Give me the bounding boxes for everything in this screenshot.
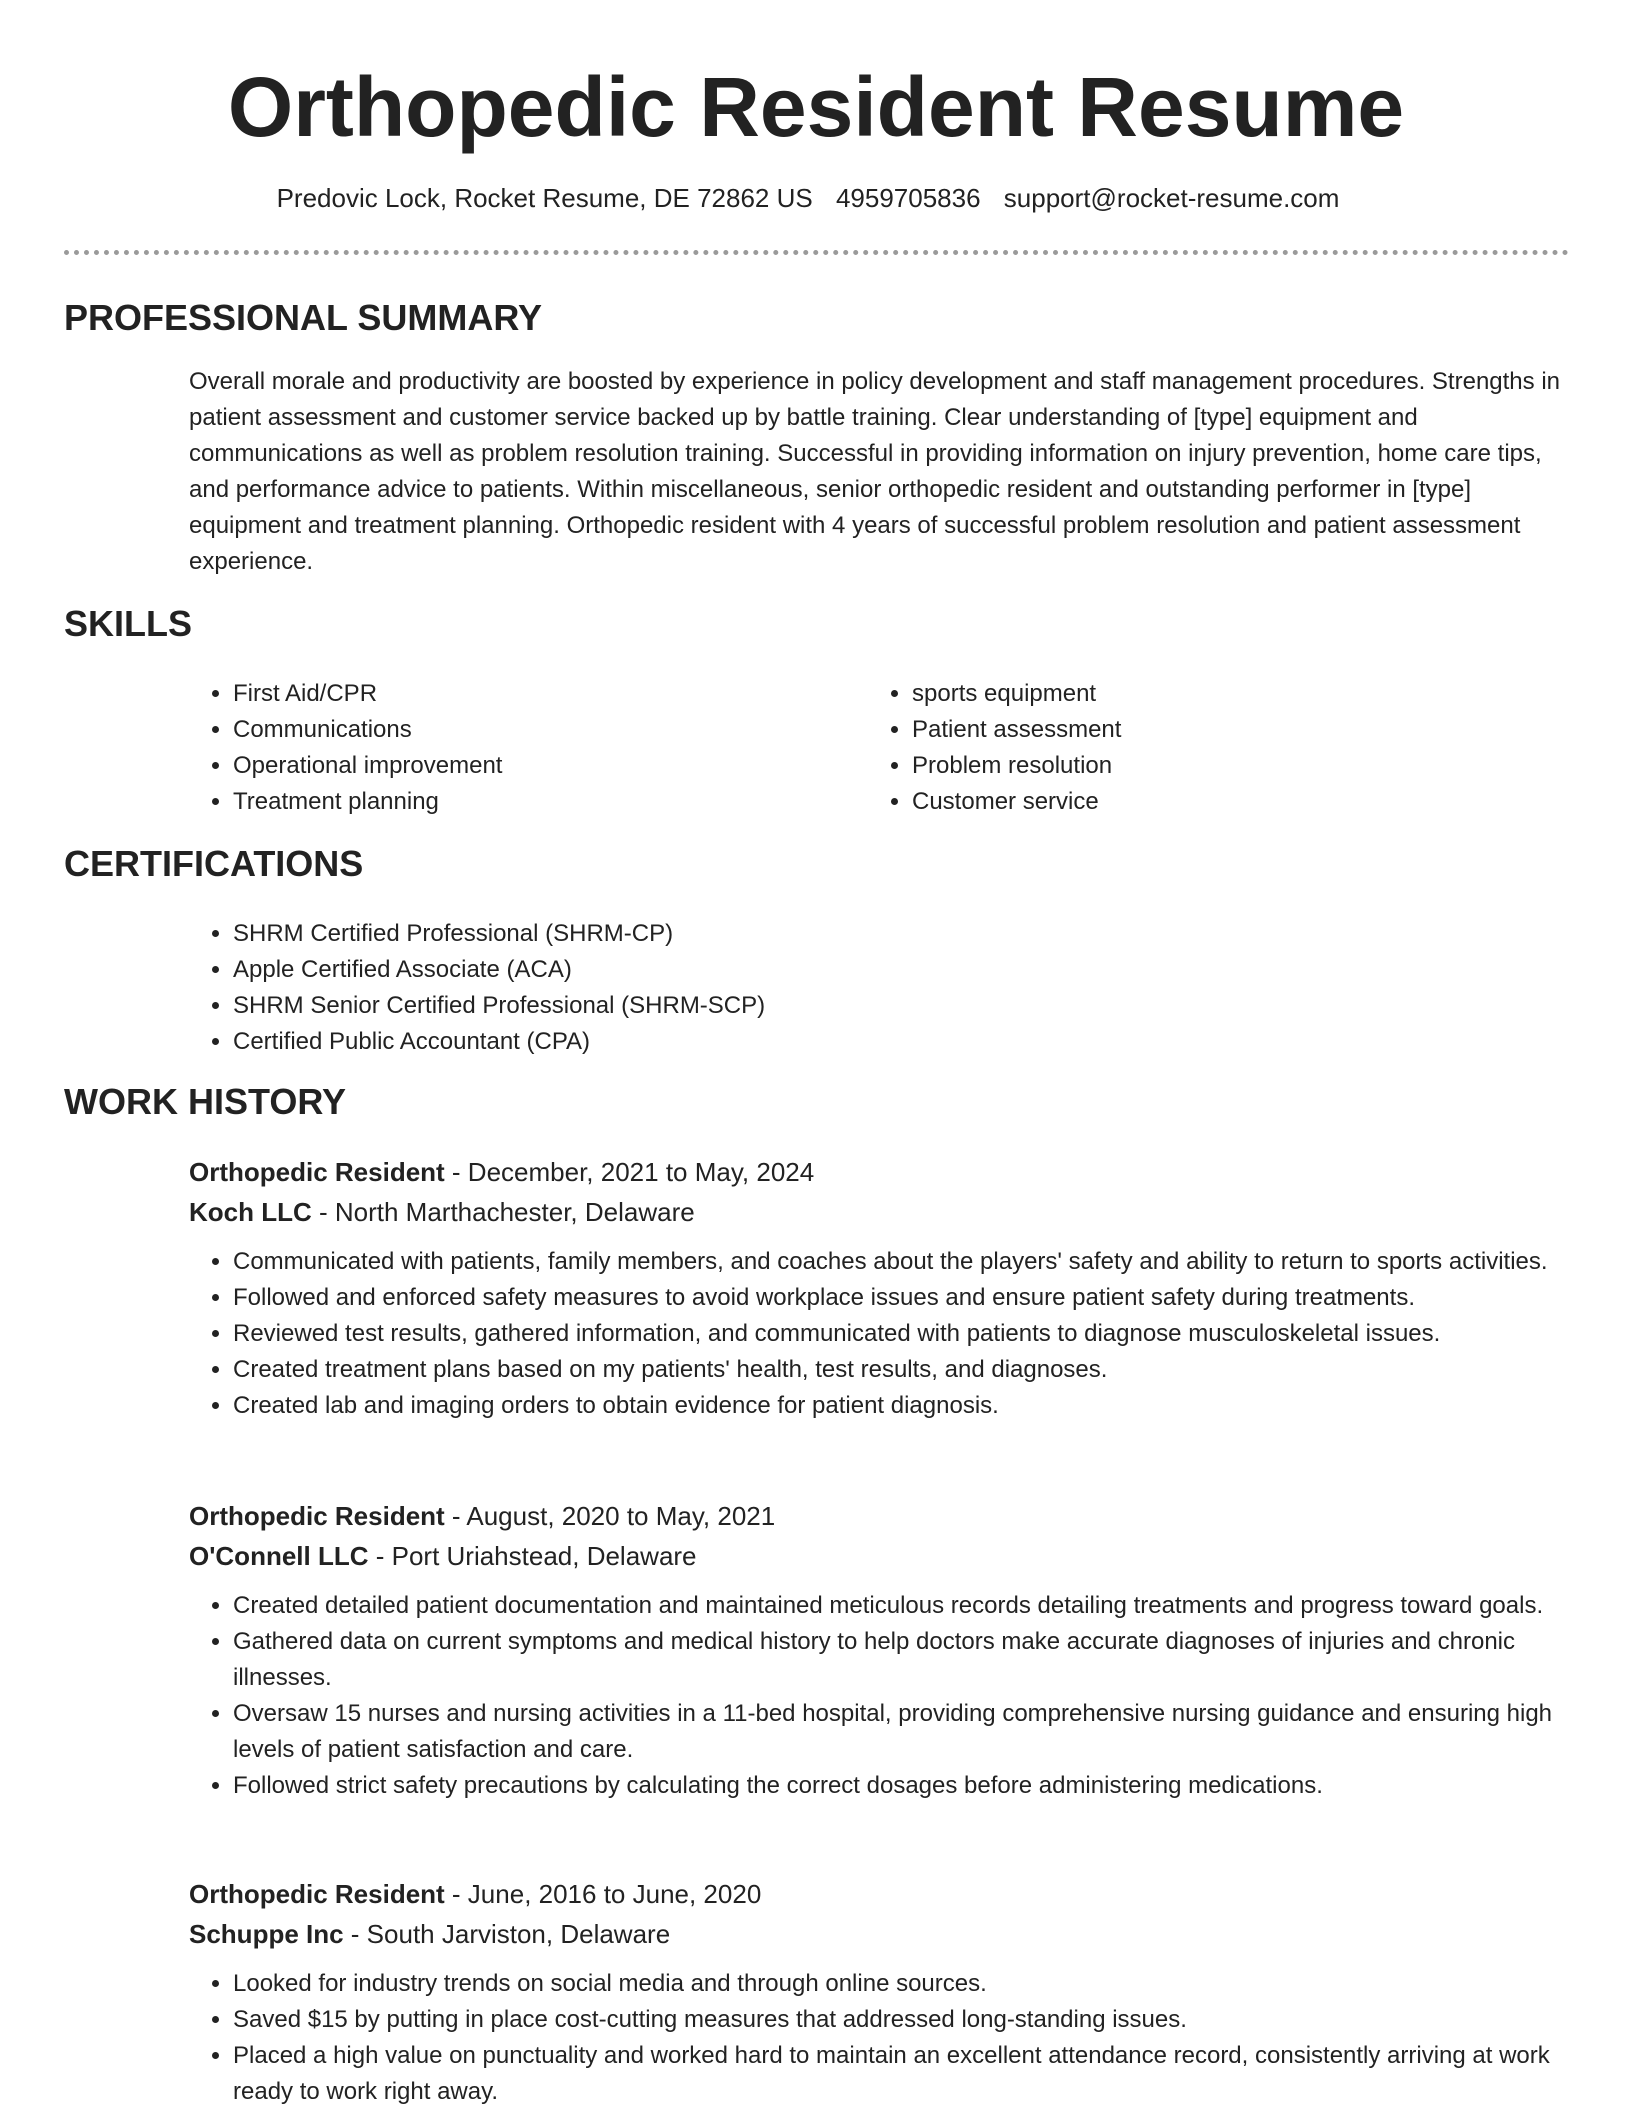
job-company-line: [189, 1536, 1569, 1576]
job-duty: • Gathered data on current symptoms and medical history to help doctors make accurate diagnoses of injuries and chronic illnesses.: [233, 1624, 1569, 1696]
job-location: - North Marthachester, Delaware: [311, 1197, 695, 1227]
certifications-block: [189, 916, 1089, 1060]
page-title: Orthopedic Resident Resume: [227, 60, 1405, 154]
job-duties-list: [189, 1966, 1569, 2110]
job-duty: • Followed strict safety precautions by calculating the correct dosages before administering medications.: [233, 1768, 1569, 1804]
header-divider: [64, 250, 1569, 255]
job-duty: • Communicated with patients, family members, and coaches about the players' safety and ability to return to sports activities.: [233, 1244, 1569, 1280]
job-duty: • Saved $15 by putting in place cost-cutting measures that addressed long-standing issues.: [233, 2002, 1569, 2038]
certifications-heading: CERTIFICATIONS: [64, 843, 364, 884]
job-duties-list: [189, 1244, 1569, 1424]
job-title-line: [189, 1496, 1569, 1536]
contact-address: Predovic Lock, Rocket Resume, DE 72862 US: [276, 183, 813, 213]
skill-item: • Communications: [233, 712, 789, 748]
job-title: Orthopedic Resident: [189, 1879, 445, 1909]
skill-item: • Treatment planning: [233, 784, 789, 820]
certification-item: • SHRM Certified Professional (SHRM-CP): [233, 916, 1089, 952]
job-entry: [189, 1152, 1569, 1424]
skill-item: • Problem resolution: [912, 748, 1468, 784]
job-duty: • Looked for industry trends on social media and through online sources.: [233, 1966, 1569, 2002]
job-location: - Port Uriahstead, Delaware: [368, 1541, 697, 1571]
job-title: Orthopedic Resident: [189, 1157, 445, 1187]
job-title-line: [189, 1874, 1569, 1914]
job-duty: • Oversaw 15 nurses and nursing activities in a 11-bed hospital, providing comprehensive nursing guidance and ensuring high levels of patient satisfaction and care.: [233, 1696, 1569, 1768]
work-history-heading: WORK HISTORY: [64, 1081, 347, 1122]
job-location: - South Jarviston, Delaware: [343, 1919, 671, 1949]
skills-list-left: [189, 676, 789, 820]
skill-item: • Operational improvement: [233, 748, 789, 784]
job-entry: [189, 1496, 1569, 1804]
job-company: Koch LLC: [189, 1197, 312, 1227]
job-company: O'Connell LLC: [189, 1541, 369, 1571]
job-duty: • Created detailed patient documentation and maintained meticulous records detailing treatments and progress toward goals.: [233, 1588, 1569, 1624]
job-duty: • Created treatment plans based on my patients' health, test results, and diagnoses.: [233, 1352, 1569, 1388]
skill-item: • sports equipment: [912, 676, 1468, 712]
job-dates: - June, 2016 to June, 2020: [444, 1879, 762, 1909]
skill-item: • Patient assessment: [912, 712, 1468, 748]
job-dates: - December, 2021 to May, 2024: [444, 1157, 815, 1187]
summary-text: Overall morale and productivity are boosted by experience in policy development and staff management procedures. Strengths in patient assessment and customer service backed up by battle training. Clear understanding of [type] equipment and communications as well as problem resolution training. Successful in providing information on injury prevention, home care tips, and performance advice to patients. Within miscellaneous, senior orthopedic resident and outstanding performer in [type] equipment and treatment planning. Orthopedic resident with 4 years of successful problem resolution and patient assessment experience.: [189, 368, 1560, 575]
job-duty: • Created lab and imaging orders to obtain evidence for patient diagnosis.: [233, 1388, 1569, 1424]
job-duty: • Reviewed test results, gathered information, and communicated with patients to diagnose musculoskeletal issues.: [233, 1316, 1569, 1352]
job-company-line: [189, 1192, 1569, 1232]
contact-phone: 4959705836: [835, 183, 981, 213]
summary-heading: PROFESSIONAL SUMMARY: [64, 297, 543, 338]
certifications-list: [189, 916, 1089, 1060]
job-duties-list: [189, 1588, 1569, 1804]
job-title: Orthopedic Resident: [189, 1501, 445, 1531]
contact-line: [0, 180, 1616, 216]
certification-item: • SHRM Senior Certified Professional (SHRM-SCP): [233, 988, 1089, 1024]
job-company-line: [189, 1914, 1569, 1954]
certification-item: • Certified Public Accountant (CPA): [233, 1024, 1089, 1060]
job-duty: • Followed and enforced safety measures to avoid workplace issues and ensure patient safety during treatments.: [233, 1280, 1569, 1316]
skills-list-right: [868, 676, 1468, 820]
skills-column-left: [189, 676, 789, 820]
skill-item: • Customer service: [912, 784, 1468, 820]
job-duty: • Placed a high value on punctuality and worked hard to maintain an excellent attendance record, consistently arriving at work ready to work right away.: [233, 2038, 1569, 2110]
job-company: Schuppe Inc: [189, 1919, 344, 1949]
skills-column-right: [868, 676, 1468, 820]
job-entry: [189, 1874, 1569, 2110]
skills-heading: SKILLS: [64, 603, 193, 644]
skill-item: • First Aid/CPR: [233, 676, 789, 712]
job-title-line: [189, 1152, 1569, 1192]
certification-item: • Apple Certified Associate (ACA): [233, 952, 1089, 988]
job-dates: - August, 2020 to May, 2021: [444, 1501, 776, 1531]
contact-email: support@rocket-resume.com: [1003, 183, 1340, 213]
